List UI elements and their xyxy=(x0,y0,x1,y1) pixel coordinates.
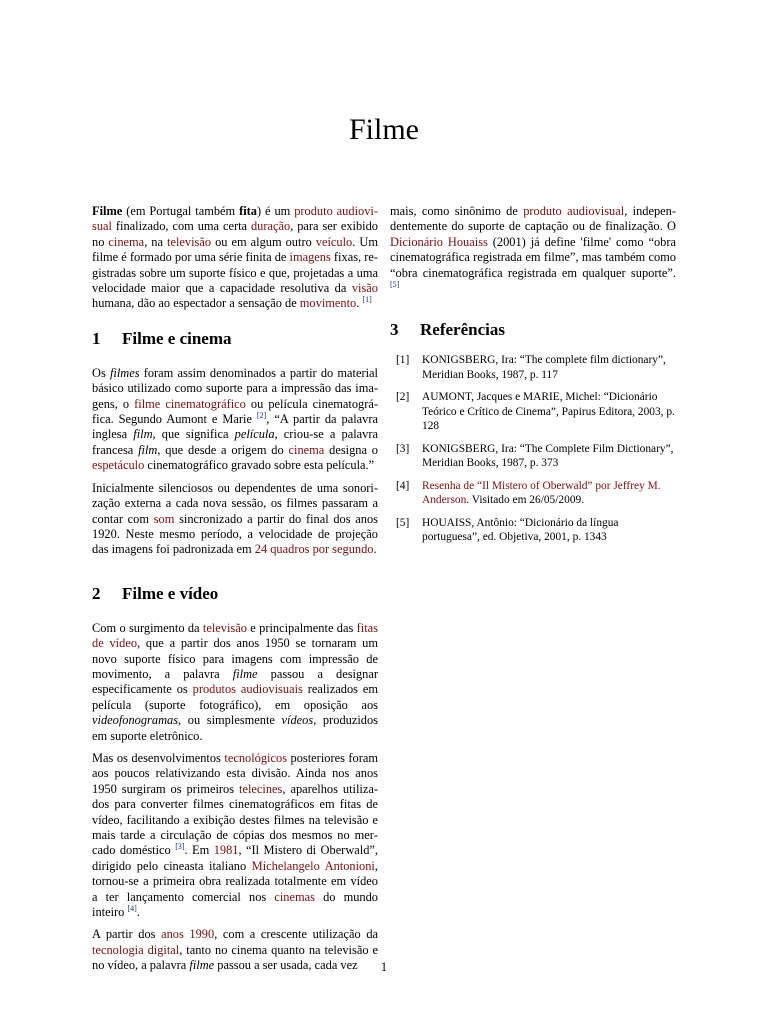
text-run: Os xyxy=(92,365,110,380)
reference-text xyxy=(422,517,618,544)
page-number: 1 xyxy=(380,960,388,974)
section-title: Filme e vídeo xyxy=(122,583,219,603)
reference-text xyxy=(422,354,666,381)
reference-number: [3] xyxy=(396,442,410,455)
italic-term: film xyxy=(138,442,158,457)
text-run: . xyxy=(373,542,377,557)
inline-link[interactable]: televisão xyxy=(167,234,212,249)
inline-link[interactable]: espetáculo xyxy=(92,458,145,473)
inline-link[interactable]: cinemas xyxy=(274,889,315,904)
italic-term: videofonogramas xyxy=(92,713,179,728)
citation-link[interactable]: [4] xyxy=(127,903,137,913)
section-number: 2 xyxy=(92,583,101,603)
reference-item xyxy=(390,479,676,508)
section2-paragraph xyxy=(92,621,378,744)
text-run: do mundo inteiro xyxy=(92,889,379,920)
text-run: . Um filme é formado por uma série finita de xyxy=(92,234,378,265)
text-run: , que desde a origem do xyxy=(157,442,289,457)
inline-link[interactable]: Dicionário Houaiss xyxy=(390,234,488,249)
text-run: humana, dão ao espectador a sensação de xyxy=(92,296,300,311)
text-run: , que a partir dos anos 1950 se tornaram um novo suporte físico para imagens com impressão de movimento, a palavra xyxy=(92,636,378,681)
citation-link[interactable]: [2] xyxy=(256,410,267,420)
italic-term: filme xyxy=(189,958,215,973)
italic-term: filme xyxy=(232,666,258,681)
inline-link[interactable]: tecnológicos xyxy=(224,750,288,765)
bold-term: fita xyxy=(239,204,257,218)
reference-number: [4] xyxy=(396,479,410,492)
reference-item xyxy=(390,516,676,545)
text-run: , tanto no cinema quanto na televisão e no vídeo, a palavra xyxy=(92,942,378,973)
citation-link[interactable]: [5] xyxy=(390,279,400,289)
text-run: finalizado, com uma certa xyxy=(111,219,251,234)
reference-text xyxy=(422,391,675,432)
left-column xyxy=(92,204,378,981)
section2-paragraph xyxy=(92,751,378,920)
inline-link[interactable]: cinema xyxy=(288,442,325,457)
reference-number: [2] xyxy=(396,391,410,404)
text-run: . xyxy=(356,296,363,311)
reference-number: [1] xyxy=(396,354,410,367)
italic-term: vídeos xyxy=(281,713,314,728)
text-run: , tornou-se a primeira obra realizada totalmente em vídeo a ter lançamento comercial nos xyxy=(92,858,378,904)
text-run: KONIGSBERG, Ira: “The complete film dictionary”, Meridian Books, 1987, p. 117 xyxy=(422,354,666,381)
text-run: realizados em película (suporte fotográfico), em oposição aos xyxy=(92,682,378,712)
inline-link[interactable]: produto audiovisual xyxy=(523,204,625,218)
inline-link[interactable]: televisão xyxy=(202,620,247,635)
section-title: Referências xyxy=(420,320,505,340)
reference-item xyxy=(390,353,676,382)
text-run: , que significa xyxy=(152,427,235,442)
text-run: , na xyxy=(144,234,168,249)
section-heading-referencias xyxy=(390,320,676,340)
text-run: (2001) já define 'filme' como “obra cinematográfica registrada em filme”, mas também como “obra cinematográfica registrada em qualquer suporte”. xyxy=(390,234,676,280)
reference-number: [5] xyxy=(396,516,410,529)
reference-item xyxy=(390,442,676,471)
text-run: , aparelhos utilizados para converter filmes cinematográficos em fitas de vídeo, facilitando a exibição destes filmes na televisão e mais tarde a circulação de cópias dos mesmos no mercado doméstico xyxy=(92,781,379,858)
text-run: ou película cinematográfica. Segundo Aumont e Marie xyxy=(92,396,379,427)
text-run: Com o surgimento da xyxy=(92,620,203,635)
text-run: A partir dos xyxy=(92,927,162,942)
page-title: Filme xyxy=(348,113,419,146)
text-run: HOUAISS, Antônio: “Dicionário da língua portuguesa”, ed. Objetiva, 2001, p. 1343 xyxy=(422,516,619,544)
inline-link[interactable]: anos 1990 xyxy=(161,927,215,942)
inline-link[interactable]: cinema xyxy=(108,234,145,249)
text-run: posteriores foram aos poucos relativizando esta divisão. Ainda nos anos 1950 surgiram os primeiros xyxy=(92,750,378,796)
inline-link[interactable]: tecnologia digital xyxy=(92,942,180,957)
text-run: , ou simplesmente xyxy=(178,713,282,728)
inline-link[interactable]: Michelangelo Antonioni xyxy=(251,858,375,873)
italic-term: película xyxy=(234,427,275,442)
text-run: . xyxy=(136,905,140,920)
section-heading-filme-e-cinema xyxy=(92,329,378,349)
italic-term: film xyxy=(133,427,153,442)
inline-link[interactable]: duração xyxy=(250,219,291,234)
text-run: , criou-se a palavra francesa xyxy=(92,427,378,457)
text-run: mais, como sinônimo de xyxy=(390,204,524,218)
inline-link[interactable]: visão xyxy=(351,281,378,296)
section-heading-filme-e-video xyxy=(92,584,378,604)
inline-link[interactable]: fitas de vídeo xyxy=(92,620,378,651)
text-run: , para ser exibido no xyxy=(92,219,378,249)
text-run: (em Portugal também xyxy=(122,204,240,218)
section-number: 3 xyxy=(390,320,399,340)
inline-link[interactable]: produto audiovisual xyxy=(92,204,378,234)
bold-term: Filme xyxy=(92,204,123,218)
text-run: passou a designar especificamente os xyxy=(92,666,379,697)
text-run: sincronizado a partir do final dos anos 1920. Neste mesmo período, a velocidade de projeção das imagens foi padronizada em xyxy=(92,511,378,557)
text-run: ou em algum outro xyxy=(211,234,316,249)
continuation-paragraph xyxy=(390,204,676,296)
section1-paragraph xyxy=(92,481,378,558)
inline-link[interactable]: som xyxy=(153,511,175,526)
text-run: , com a crescente utilização da xyxy=(214,927,379,942)
text-run: fixas, registradas sobre um suporte físico e que, projetadas a uma velocidade maior que a capacidade resolutiva da xyxy=(92,250,378,296)
reference-list xyxy=(390,353,676,545)
right-column xyxy=(390,204,676,553)
inline-link[interactable]: filme cinematográfico xyxy=(134,396,246,411)
inline-link[interactable]: Resenha de “Il Mistero of Oberwald” por Jeffrey M. Anderson xyxy=(422,479,661,507)
section-number: 1 xyxy=(92,328,101,348)
text-run: passou a ser usada, cada vez xyxy=(214,958,358,973)
text-run: Inicialmente silenciosos ou dependentes de uma sonorização externa a cada nova sessão, os filmes passaram a contar com xyxy=(92,480,378,526)
inline-link[interactable]: imagens xyxy=(289,250,331,265)
inline-link[interactable]: movimento xyxy=(299,296,357,311)
text-run: AUMONT, Jacques e MARIE, Michel: “Dicionário Teórico e Crítico de Cinema”, Papirus Editora, 2003, p. 128 xyxy=(422,391,675,433)
text-run: KONIGSBERG, Ira: “The Complete Film Dictionary”, Meridian Books, 1987, p. 373 xyxy=(422,442,674,470)
text-run: cinematográfico gravado sobre esta película.” xyxy=(144,458,375,473)
section1-paragraph xyxy=(92,366,378,474)
reference-item xyxy=(390,390,676,434)
text-run: . Em xyxy=(184,843,214,858)
intro-paragraph xyxy=(92,204,378,312)
text-run: , “Il Mistero di Oberwald”, dirigido pelo cineasta italiano xyxy=(92,843,378,873)
text-run: ) é um xyxy=(257,204,295,218)
inline-link[interactable]: telecines xyxy=(239,781,283,796)
text-run: Mas os desenvolvimentos xyxy=(92,750,225,765)
text-run: foram assim denominados a partir do material básico utilizado como suporte para a impressão das imagens, o xyxy=(92,365,378,411)
section-title: Filme e cinema xyxy=(122,328,232,348)
text-run: . Visitado em 26/05/2009. xyxy=(466,494,585,507)
inline-link[interactable]: 24 quadros por segundo xyxy=(254,542,374,557)
text-run: , “A partir da palavra inglesa xyxy=(92,412,378,442)
text-run: , produzidos em suporte eletrônico. xyxy=(92,713,378,743)
inline-link[interactable]: veículo xyxy=(315,234,353,249)
italic-term: filmes xyxy=(109,365,140,380)
inline-link[interactable]: 1981 xyxy=(213,843,239,858)
inline-link[interactable]: produtos audiovisuais xyxy=(192,682,303,697)
citation-link[interactable]: [3] xyxy=(175,842,185,852)
text-run: , independentemente do suporte de captação ou de finalização. O xyxy=(390,204,676,234)
text-run: designa o xyxy=(324,442,378,457)
reference-text xyxy=(422,443,674,470)
citation-link[interactable]: [1] xyxy=(362,295,372,305)
reference-text xyxy=(422,480,661,507)
text-run: e principalmente das xyxy=(246,620,357,635)
